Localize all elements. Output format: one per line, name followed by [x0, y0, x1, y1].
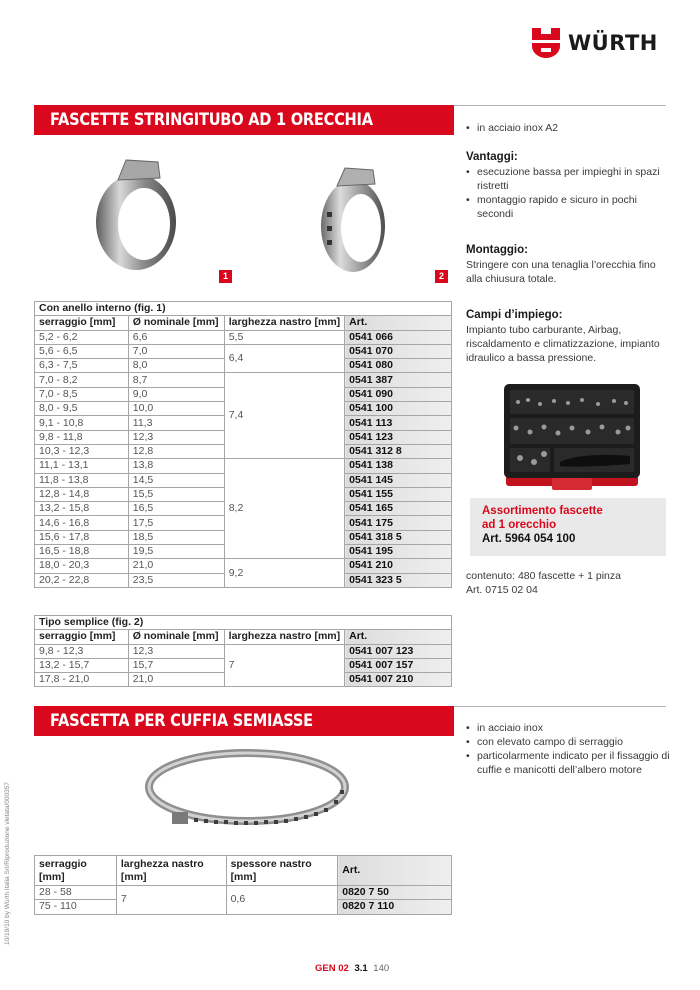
- table-row: [35, 373, 452, 387]
- wurth-logo-icon: [532, 28, 560, 58]
- col-header-larghezza: larghezza nastro [mm]: [116, 856, 226, 886]
- col-header-diametro: Ø nominale [mm]: [128, 630, 224, 644]
- article-number: 0541 175: [345, 516, 452, 530]
- feature-bullet: • particolarmente indicato per il fissaggio di cuffie e manicotti dell’albero motore: [466, 749, 674, 777]
- cell: 10,3 - 12,3: [35, 444, 129, 458]
- cell: 5,6 - 6,5: [35, 344, 129, 358]
- cell: 6,3 - 7,5: [35, 359, 129, 373]
- cell: 14,5: [128, 473, 224, 487]
- assortment-box: [470, 498, 666, 556]
- cell: 15,5: [128, 487, 224, 501]
- article-number: 0541 007 210: [345, 673, 452, 687]
- section-number: 3.1: [354, 963, 368, 974]
- cell: 7: [224, 644, 344, 687]
- article-number: 0541 387: [345, 373, 452, 387]
- divider: [454, 706, 666, 707]
- assembly-text: Stringere con una tenaglia l’orecchia fino alla chiusura totale.: [466, 259, 656, 285]
- cell: 12,3: [128, 644, 224, 658]
- cell: 9,2: [224, 559, 344, 588]
- article-number: 0541 195: [345, 545, 452, 559]
- cell: 20,2 - 22,8: [35, 573, 129, 587]
- cell: 14,6 - 16,8: [35, 516, 129, 530]
- article-number: 0541 312 8: [345, 444, 452, 458]
- cell: 16,5 - 18,8: [35, 545, 129, 559]
- article-number: 0541 070: [345, 344, 452, 358]
- assembly-heading: Montaggio:: [466, 244, 528, 256]
- cell: 0,6: [226, 886, 338, 915]
- article-number: 0541 323 5: [345, 573, 452, 587]
- table-row: [35, 344, 452, 358]
- assortment-title-line2: ad 1 orecchio: [482, 519, 557, 531]
- catalog-code: GEN 02: [315, 963, 349, 974]
- article-number: 0541 100: [345, 402, 452, 416]
- col-header-art: Art.: [338, 856, 452, 886]
- article-number: 0541 165: [345, 502, 452, 516]
- cell: 17,5: [128, 516, 224, 530]
- cell: 10,0: [128, 402, 224, 416]
- brand-name: WÜRTH: [568, 31, 658, 55]
- divider: [454, 105, 666, 106]
- cell: 6,6: [128, 330, 224, 344]
- cell: 21,0: [128, 673, 224, 687]
- cell: 11,3: [128, 416, 224, 430]
- cell: 15,6 - 17,8: [35, 530, 129, 544]
- cell: 12,8: [128, 444, 224, 458]
- article-number: 0820 7 110: [338, 900, 452, 914]
- cell: 7,0 - 8,2: [35, 373, 129, 387]
- article-number: 0820 7 50: [338, 886, 452, 900]
- spec-table-cuffia: [34, 855, 452, 915]
- cell: 18,5: [128, 530, 224, 544]
- col-header-larghezza: larghezza nastro [mm]: [224, 630, 344, 644]
- page-footer: [315, 963, 389, 974]
- col-header-art: Art.: [345, 316, 452, 330]
- col-header-larghezza: larghezza nastro [mm]: [224, 316, 344, 330]
- section-header-cuffia-semiasse: [34, 706, 454, 736]
- copyright-note: 10/19/10 by Würth Italia Srl/Riproduzione vietata/000357: [4, 782, 11, 945]
- cell: 11,8 - 13,8: [35, 473, 129, 487]
- cell: 9,1 - 10,8: [35, 416, 129, 430]
- cell: 28 - 58: [35, 886, 117, 900]
- advantage-item: • montaggio rapido e sicuro in pochi secondi: [466, 193, 674, 221]
- article-number: 0541 318 5: [345, 530, 452, 544]
- article-number: 0541 090: [345, 387, 452, 401]
- product-image-fig1: [88, 150, 188, 280]
- page-number: 140: [373, 963, 390, 974]
- col-header-serraggio: serraggio [mm]: [35, 856, 117, 886]
- article-number: 0541 066: [345, 330, 452, 344]
- cell: 8,7: [128, 373, 224, 387]
- cell: 16,5: [128, 502, 224, 516]
- article-number: 0541 007 157: [345, 658, 452, 672]
- cell: 12,3: [128, 430, 224, 444]
- cell: 7,0 - 8,5: [35, 387, 129, 401]
- article-number: 0541 113: [345, 416, 452, 430]
- article-number: 0541 080: [345, 359, 452, 373]
- table-row: [35, 886, 452, 900]
- article-number: 0541 145: [345, 473, 452, 487]
- cell: 7: [116, 886, 226, 915]
- section-title: FASCETTE STRINGITUBO AD 1 ORECCHIA: [50, 110, 373, 130]
- col-header-serraggio: serraggio [mm]: [35, 316, 129, 330]
- spec-table-con-anello: [34, 301, 452, 588]
- cell: 6,4: [224, 344, 344, 373]
- assortment-article: Art. 5964 054 100: [482, 533, 576, 545]
- figure-badge-1: 1: [219, 270, 232, 283]
- article-number: 0541 210: [345, 559, 452, 573]
- product-image-fig2: [315, 160, 395, 280]
- section-title: FASCETTA PER CUFFIA SEMIASSE: [50, 711, 313, 731]
- product-description: [466, 121, 674, 365]
- cell: 7,0: [128, 344, 224, 358]
- feature-bullet: • in acciaio inox: [466, 721, 674, 735]
- figure-badge-2: 2: [435, 270, 448, 283]
- cell: 9,8 - 11,8: [35, 430, 129, 444]
- cell: 8,0 - 9,5: [35, 402, 129, 416]
- cell: 7,4: [224, 373, 344, 459]
- cell: 8,2: [224, 459, 344, 559]
- cell: 9,8 - 12,3: [35, 644, 129, 658]
- cell: 15,7: [128, 658, 224, 672]
- cell: 9,0: [128, 387, 224, 401]
- material-bullet: • in acciaio inox A2: [466, 121, 674, 135]
- feature-bullet: • con elevato campo di serraggio: [466, 735, 674, 749]
- assortment-case-image: [502, 382, 642, 492]
- article-number: 0541 138: [345, 459, 452, 473]
- assortment-title-line1: Assortimento fascette: [482, 505, 603, 517]
- product-image-band-clamp: [142, 742, 352, 837]
- contents-text: contenuto: 480 fascette + 1 pinza: [466, 570, 621, 582]
- applications-heading: Campi d’impiego:: [466, 309, 563, 321]
- table-row: [35, 459, 452, 473]
- col-header-art: Art.: [345, 630, 452, 644]
- cell: 75 - 110: [35, 900, 117, 914]
- cell: 8,0: [128, 359, 224, 373]
- advantages-heading: Vantaggi:: [466, 151, 518, 163]
- contents-article: Art. 0715 02 04: [466, 584, 538, 596]
- advantage-item: • esecuzione bassa per impieghi in spazi ristretti: [466, 165, 674, 193]
- cell: 12,8 - 14,8: [35, 487, 129, 501]
- cell: 23,5: [128, 573, 224, 587]
- col-header-spessore: spessore nastro [mm]: [226, 856, 338, 886]
- cell: 13,2 - 15,8: [35, 502, 129, 516]
- col-header-diametro: Ø nominale [mm]: [128, 316, 224, 330]
- cell: 21,0: [128, 559, 224, 573]
- cell: 17,8 - 21,0: [35, 673, 129, 687]
- wurth-logo: [532, 28, 658, 58]
- cell: 5,2 - 6,2: [35, 330, 129, 344]
- table-row: [35, 330, 452, 344]
- cell: 13,2 - 15,7: [35, 658, 129, 672]
- spec-table-tipo-semplice: [34, 615, 452, 687]
- assortment-contents: [466, 569, 674, 597]
- table-caption: Con anello interno (fig. 1): [35, 302, 452, 316]
- cell: 19,5: [128, 545, 224, 559]
- section2-description: [466, 721, 674, 777]
- table-caption: Tipo semplice (fig. 2): [35, 616, 452, 630]
- section-header-fascette-orecchia: [34, 105, 454, 135]
- cell: 11,1 - 13,1: [35, 459, 129, 473]
- table-row: [35, 559, 452, 573]
- article-number: 0541 007 123: [345, 644, 452, 658]
- table-row: [35, 644, 452, 658]
- cell: 5,5: [224, 330, 344, 344]
- col-header-serraggio: serraggio [mm]: [35, 630, 129, 644]
- cell: 13,8: [128, 459, 224, 473]
- applications-text: Impianto tubo carburante, Airbag, riscaldamento e climatizzazione, impianto idraulico a bassa pressione.: [466, 324, 660, 364]
- article-number: 0541 155: [345, 487, 452, 501]
- article-number: 0541 123: [345, 430, 452, 444]
- cell: 18,0 - 20,3: [35, 559, 129, 573]
